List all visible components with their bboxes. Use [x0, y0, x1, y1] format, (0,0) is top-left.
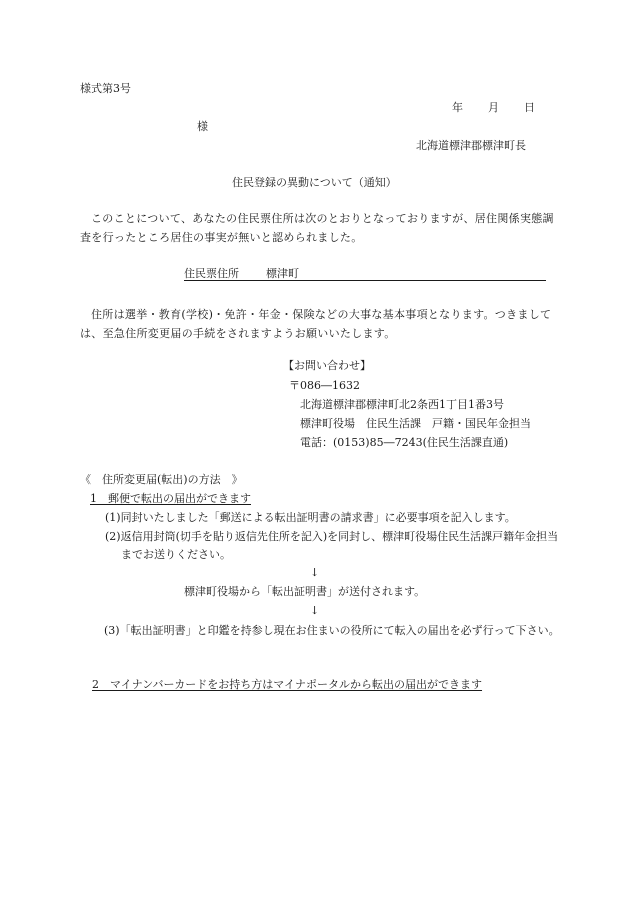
date-year: 年	[452, 101, 463, 114]
section1-step1: (1)同封いたしました「郵送による転出証明書の請求書」に必要事項を記入します。	[105, 511, 516, 524]
section1-mid: 標津町役場から「転出証明書」が送付されます。	[184, 585, 426, 598]
section1-step2: (2)返信用封筒(切手を貼り返信先住所を記入)を同封し、標津町役場住民生活課戸籍年金担当までお送りください。	[105, 530, 559, 561]
contact-postal: 〒086―1632	[289, 379, 360, 392]
section1-heading: 1 郵便で転出の届出ができます	[90, 492, 251, 505]
date-month: 月	[488, 101, 499, 114]
sender: 北海道標津郡標津町長	[416, 139, 526, 152]
intro-paragraph: このことについて、あなたの住民票住所は次のとおりとなっておりますが、居住関係実態調査を行ったところ居住の事実が無いと認められました。	[80, 212, 554, 244]
recipient-suffix: 様	[197, 120, 208, 133]
contact-office: 標津町役場 住民生活課 戸籍・国民年金担当	[300, 417, 531, 430]
section1-step3: (3)「転出証明書」と印鑑を持参し現在お住まいの役所にて転入の届出を必ず行って下さい。	[104, 624, 560, 637]
section2-heading: 2 マイナンバーカードをお持ち方はマイナポータルから転出の届出ができます	[92, 678, 483, 691]
document-title: 住民登録の異動について（通知）	[232, 176, 397, 189]
form-number: 様式第3号	[80, 82, 131, 95]
date-day: 日	[524, 101, 535, 114]
request-paragraph: 住所は選挙・教育(学校)・免許・年金・保険などの大事な基本事項となります。つきましては、至急住所変更届の手続をされますようお願いいたします。	[80, 308, 552, 340]
contact-address: 北海道標津郡標津町北2条西1丁目1番3号	[300, 398, 504, 411]
method-heading: 《 住所変更届(転出)の方法 》	[80, 473, 243, 486]
contact-heading: 【お問い合わせ】	[283, 359, 371, 372]
contact-phone: 電話：(0153)85―7243(住民生活課直通)	[300, 436, 509, 449]
registered-address-underline	[184, 280, 546, 281]
registered-address-value: 標津町	[266, 267, 299, 280]
arrow-down-2: ↓	[310, 604, 320, 617]
registered-address-label: 住民票住所	[184, 267, 239, 280]
arrow-down-1: ↓	[310, 566, 320, 579]
